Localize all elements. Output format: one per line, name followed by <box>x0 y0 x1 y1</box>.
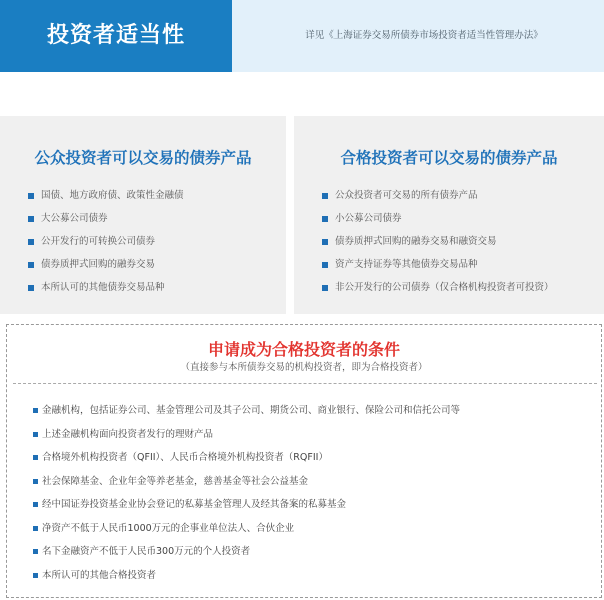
qualified-investor-panel <box>294 116 604 314</box>
square-bullet-icon <box>322 193 328 199</box>
square-bullet-icon <box>28 193 34 199</box>
square-bullet-icon <box>28 239 34 245</box>
list-item-text: 资产支持证券等其他债券交易品种 <box>335 259 478 270</box>
square-bullet-icon <box>33 549 38 554</box>
list-item-text: 社会保障基金、企业年金等养老基金，慈善基金等社会公益基金 <box>42 475 309 487</box>
list-item-text: 上述金融机构面向投资者发行的理财产品 <box>42 428 214 440</box>
list-item <box>33 423 460 447</box>
list-item <box>33 399 460 423</box>
square-bullet-icon <box>28 285 34 291</box>
list-item-text: 本所认可的其他合格投资者 <box>42 569 157 581</box>
square-bullet-icon <box>28 216 34 222</box>
square-bullet-icon <box>322 262 328 268</box>
list-item <box>33 446 460 470</box>
reference-note: 详见《上海证券交易所债券市场投资者适当性管理办法》 <box>232 0 604 72</box>
square-bullet-icon <box>33 432 38 437</box>
public-product-list <box>28 184 184 299</box>
list-item <box>33 564 460 588</box>
public-investor-panel <box>0 116 286 314</box>
list-item <box>28 207 184 230</box>
list-item-text: 非公开发行的公司债券（仅合格机构投资者可投资） <box>335 282 554 293</box>
square-bullet-icon <box>322 285 328 291</box>
list-item <box>322 207 554 230</box>
list-item <box>322 230 554 253</box>
square-bullet-icon <box>33 479 38 484</box>
square-bullet-icon <box>33 455 38 460</box>
list-item-text: 公开发行的可转换公司债券 <box>41 236 156 247</box>
page-title: 投资者适当性 <box>0 0 232 72</box>
conditions-list <box>33 399 460 587</box>
qualified-product-list <box>322 184 554 299</box>
square-bullet-icon <box>33 502 38 507</box>
list-item <box>33 493 460 517</box>
list-item-text: 本所认可的其他债券交易品种 <box>41 282 165 293</box>
list-item <box>33 470 460 494</box>
list-item <box>322 253 554 276</box>
conditions-subtitle: （直接参与本所债券交易的机构投资者，即为合格投资者） <box>180 362 428 373</box>
list-item-text: 小公募公司债券 <box>335 213 402 224</box>
square-bullet-icon <box>33 573 38 578</box>
public-panel-title: 公众投资者可以交易的债券产品 <box>34 149 252 167</box>
list-item <box>28 253 184 276</box>
list-item <box>28 184 184 207</box>
list-item <box>33 517 460 541</box>
list-item <box>28 276 184 299</box>
list-item-text: 公众投资者可交易的所有债券产品 <box>335 190 478 201</box>
square-bullet-icon <box>322 216 328 222</box>
list-item <box>28 230 184 253</box>
list-item <box>322 276 554 299</box>
list-item-text: 大公募公司债券 <box>41 213 108 224</box>
list-item-text: 国债、地方政府债、政策性金融债 <box>41 190 184 201</box>
square-bullet-icon <box>33 408 38 413</box>
list-item-text: 金融机构，包括证券公司、基金管理公司及其子公司、期货公司、商业银行、保险公司和信托公司等 <box>42 405 461 416</box>
list-item-text: 债券质押式回购的融券交易 <box>41 259 156 270</box>
list-item <box>33 540 460 564</box>
square-bullet-icon <box>33 526 38 531</box>
dashed-divider <box>13 383 597 384</box>
page-header <box>0 0 604 72</box>
qualified-panel-title: 合格投资者可以交易的债券产品 <box>340 149 558 167</box>
square-bullet-icon <box>28 262 34 268</box>
list-item-text: 净资产不低于人民币1000万元的企事业单位法人、合伙企业 <box>42 522 295 534</box>
square-bullet-icon <box>322 239 328 245</box>
list-item-text: 合格境外机构投资者（QFII）、人民币合格境外机构投资者（RQFII） <box>42 452 328 463</box>
list-item-text: 债券质押式回购的融券交易和融资交易 <box>335 236 497 247</box>
list-item <box>322 184 554 207</box>
qualification-conditions-panel <box>6 324 602 598</box>
conditions-title: 申请成为合格投资者的条件 <box>207 340 400 359</box>
list-item-text: 名下金融资产不低于人民币300万元的个人投资者 <box>42 546 251 557</box>
list-item-text: 经中国证券投资基金业协会登记的私募基金管理人及经其备案的私募基金 <box>42 499 347 510</box>
